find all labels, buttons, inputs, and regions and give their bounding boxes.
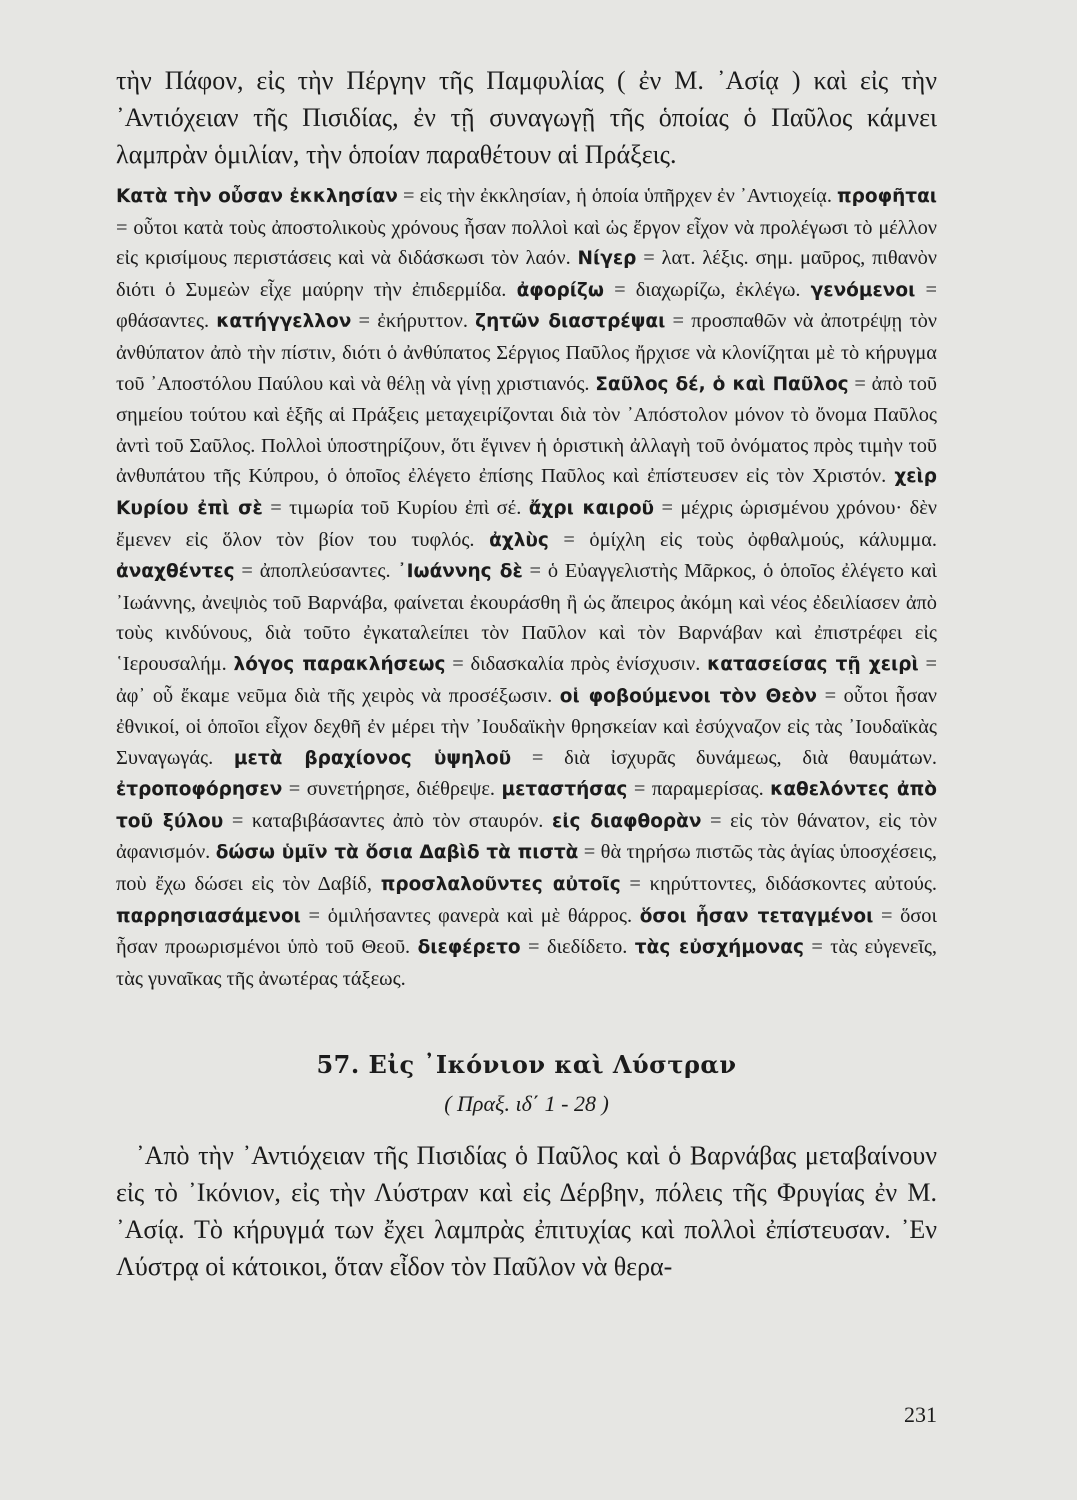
glossary-definition: = ὁμιλήσαντες φανερὰ καὶ μὲ θάρρος.: [300, 904, 640, 927]
section-heading: 57. Εἰς ᾿Ικόνιον καὶ Λύστραν: [316, 1050, 737, 1080]
glossary-term: κατασείσας τῇ χειρὶ: [707, 653, 919, 675]
glossary-term: γενόμενοι: [810, 279, 916, 301]
glossary-term: ἀναχθέντες: [116, 561, 235, 583]
glossary-term: χεὶρ Κυρίου ἐπὶ σὲ: [116, 466, 937, 519]
glossary-definition: = διεδίδετο.: [520, 936, 635, 959]
glossary-term: ἄχρι καιροῦ: [528, 497, 655, 519]
glossary-term: κατήγγελλον: [216, 311, 352, 333]
glossary-term: καθελόντες ἀπὸ τοῦ ξύλου: [116, 779, 937, 832]
glossary-definition: = ὁμίχλη εἰς τοὺς ὀφθαλμούς, κάλυμμα.: [548, 528, 937, 551]
glossary-definition: = τὰς εὐγενεῖς, τὰς γυναῖκας τῆς ἀνωτέρας τάξεως.: [116, 936, 937, 990]
glossary-term: Κατὰ τὴν οὖσαν ἐκκλησίαν: [116, 186, 398, 207]
glossary-term: ἐτροποφόρησεν: [116, 779, 283, 801]
glossary-definition: = φθάσαντες.: [116, 278, 937, 333]
glossary-term: μετὰ βραχίονος ὑψηλοῦ: [233, 747, 512, 769]
glossary-definition: = ἀφ᾿ οὗ ἔκαμε νεῦμα διὰ τῆς χειρὸς νὰ προσέξωσιν.: [116, 652, 937, 707]
glossary-definition: = διδασκαλία πρὸς ἐνίσχυσιν.: [445, 652, 708, 675]
glossary-definition: = ἐκήρυττον.: [351, 310, 476, 333]
glossary-definition: = οὗτοι ἦσαν ἐθνικοί, οἱ ὁποῖοι εἶχον δεχθῆ ἐν μέρει τὴν ᾿Ιουδαϊκὴν θρησκείαν καὶ ἐσύχναζον εἰς τὰς ᾿Ιουδαϊκὰς Συναγωγάς.: [116, 684, 937, 769]
glossary-definition: = προσπαθῶν νὰ ἀποτρέψῃ τὸν ἀνθύπατον ἀπὸ τὴν πίστιν, διότι ὁ ἀνθύπατος Σέργιος Παῦλος ἤρχισε νὰ κλονίζηται μὲ τὸ κήρυγμα τοῦ ᾿Αποστόλου Παύλου καὶ νὰ θέλῃ νὰ γίνῃ χριστιανός.: [116, 310, 937, 395]
glossary-term: διεφέρετο: [417, 937, 521, 959]
glossary-definition: = ὅσοι ἦσαν προωρισμένοι ὑπὸ τοῦ Θεοῦ.: [116, 904, 937, 959]
glossary-definition: = μέχρις ὡρισμένου χρόνου· δὲν ἔμενεν εἰς ὅλον τὸν βίον του τυφλός.: [116, 496, 937, 551]
glossary-definition: = θὰ τηρήσω πιστῶς τὰς ἁγίας ὑποσχέσεις, ποὺ ἔχω δώσει εἰς τὸν Δαβίδ,: [116, 841, 938, 896]
glossary-definition: = διαχωρίζω, ἐκλέγω.: [603, 278, 811, 301]
glossary-term: τὰς εὐσχήμονας: [634, 937, 804, 959]
glossary-term: Νίγερ: [577, 248, 637, 270]
glossary-term: οἱ φοβούμενοι τὸν Θεὸν: [559, 685, 818, 707]
glossary-term: ᾿Ιωάννης δὲ: [397, 561, 523, 583]
glossary-definition: = ὁ Εὐαγγελιστὴς Μᾶρκος, ὁ ὁποῖος ἐλέγετο καὶ ᾿Ιωάννης, ἀνεψιὸς τοῦ Βαρνάβα, φαίνεται ἐκουράσθη ἢ ὡς ἄπειρος ἀκόμη καὶ νέος ἐδειλίασεν ἀπὸ τοὺς κινδύνους, διὰ τοῦτο ἐγκαταλείπει τὸν Παῦλον καὶ τὸν Βαρνάβαν καὶ ἐπιστρέφει εἰς ῾Ιερουσαλήμ.: [116, 560, 937, 675]
glossary-term: μεταστήσας: [501, 779, 628, 801]
section-reference: ( Πραξ. ιδ΄ 1 - 28 ): [444, 1091, 609, 1117]
page-number: 231: [904, 1402, 937, 1427]
glossary-term: δώσω ὑμῖν τὰ ὅσια Δαβὶδ τὰ πιστὰ: [215, 842, 579, 864]
lead-paragraph: τὴν Πάφον, εἰς τὴν Πέργην τῆς Παμφυλίας ( ἐν Μ. ᾿Ασίᾳ ) καὶ εἰς τὴν ᾿Αντιόχειαν τῆς Πισιδίας, ἐν τῇ συναγωγῇ τῆς ὁποίας ὁ Παῦλος κάμνει λαμπρὰν ὁμιλίαν, τὴν ὁποίαν παραθέτουν αἱ Πράξεις.: [116, 66, 937, 169]
glossary-term: ζητῶν διαστρέψαι: [475, 311, 666, 333]
glossary-term: προφῆται: [837, 186, 937, 207]
glossary-term: προσλαλοῦντες αὐτοῖς: [380, 874, 621, 896]
glossary-definition: = λατ. λέξις. σημ. μαῦρος, πιθανὸν διότι ὁ Συμεὼν εἶχε μαύρην τὴν ἐπιδερμίδα.: [116, 247, 937, 301]
glossary-definition: = τιμωρία τοῦ Κυρίου ἐπὶ σέ.: [262, 496, 529, 519]
glossary-definition: = καταβιβάσαντες ἀπὸ τὸν σταυρόν.: [223, 809, 552, 832]
glossary-term: εἰς διαφθορὰν: [551, 810, 702, 832]
glossary-definition: = παραμερίσας.: [627, 778, 771, 801]
glossary-definition: = ἀποπλεύσαντες.: [234, 560, 398, 583]
glossary-definition: = συνετήρησε, διέθρεψε.: [282, 778, 502, 801]
glossary-definition: = εἰς τὴν ἐκκλησίαν, ἡ ὁποία ὑπῆρχεν ἐν ᾿Αντιοχείᾳ.: [397, 185, 838, 207]
glossary-term: ἀχλὺς: [489, 529, 549, 551]
glossary-definition: = διὰ ἰσχυρᾶς δυνάμεως, διὰ θαυμάτων.: [511, 746, 937, 769]
glossary-term: λόγος παρακλήσεως: [233, 653, 446, 675]
glossary-definition: = ἀπὸ τοῦ σημείου τούτου καὶ ἑξῆς αἱ Πράξεις μεταχειρίζονται διὰ τὸν ᾿Απόστολον μόνον τὸ ὄνομα Παῦλος ἀντὶ τοῦ Σαῦλος. Πολλοὶ ὑποστηρίζουν, ὅτι ἔγινεν ἡ ὁριστικὴ ἀλλαγὴ τοῦ ὀνόματος πρὸς τιμὴν τοῦ ἀνθυπάτου τῆς Κύπρου, ὁ ὁποῖος ἐλέγετο ἐπίσης Παῦλος καὶ ἐπίστευσεν εἰς τὸν Χριστόν.: [116, 372, 937, 488]
glossary-term: ἀφορίζω: [516, 279, 604, 301]
glossary-term: παρρησιασάμενοι: [116, 905, 301, 927]
glossary-definition: = εἰς τὸν θάνατον, εἰς τὸν ἀφανισμόν.: [116, 809, 937, 864]
section-body: ᾿Απὸ τὴν ᾿Αντιόχειαν τῆς Πισιδίας ὁ Παῦλος καὶ ὁ Βαρνάβας μεταβαίνουν εἰς τὸ ᾿Ικόνιον, εἰς τὴν Λύστραν καὶ εἰς Δέρβην, πόλεις τῆς Φρυγίας ἐν Μ. ᾿Ασίᾳ. Τὸ κήρυγμά των ἔχει λαμπρὰς ἐπιτυχίας καὶ πολλοὶ ἐπίστευσαν. ᾿Εν Λύστρᾳ οἱ κάτοικοι, ὅταν εἶδον τὸν Παῦλον νὰ θερα-: [116, 1141, 937, 1282]
glossary-definition: = οὗτοι κατὰ τοὺς ἀποστολικοὺς χρόνους ἦσαν πολλοὶ καὶ ὡς ἔργον εἶχον νὰ προλέγωσι τὸ μέλλον εἰς κρισίμους περιστάσεις καὶ νὰ διδάσκωσι τὸν λαόν.: [116, 216, 937, 270]
glossary-term: Σαῦλος δέ, ὁ καὶ Παῦλος: [595, 373, 849, 395]
glossary-term: ὅσοι ἦσαν τεταγμένοι: [639, 905, 874, 927]
glossary-definition: = κηρύττοντες, διδάσκοντες αὐτούς.: [620, 873, 938, 896]
glossary-notes: [116, 181, 937, 994]
